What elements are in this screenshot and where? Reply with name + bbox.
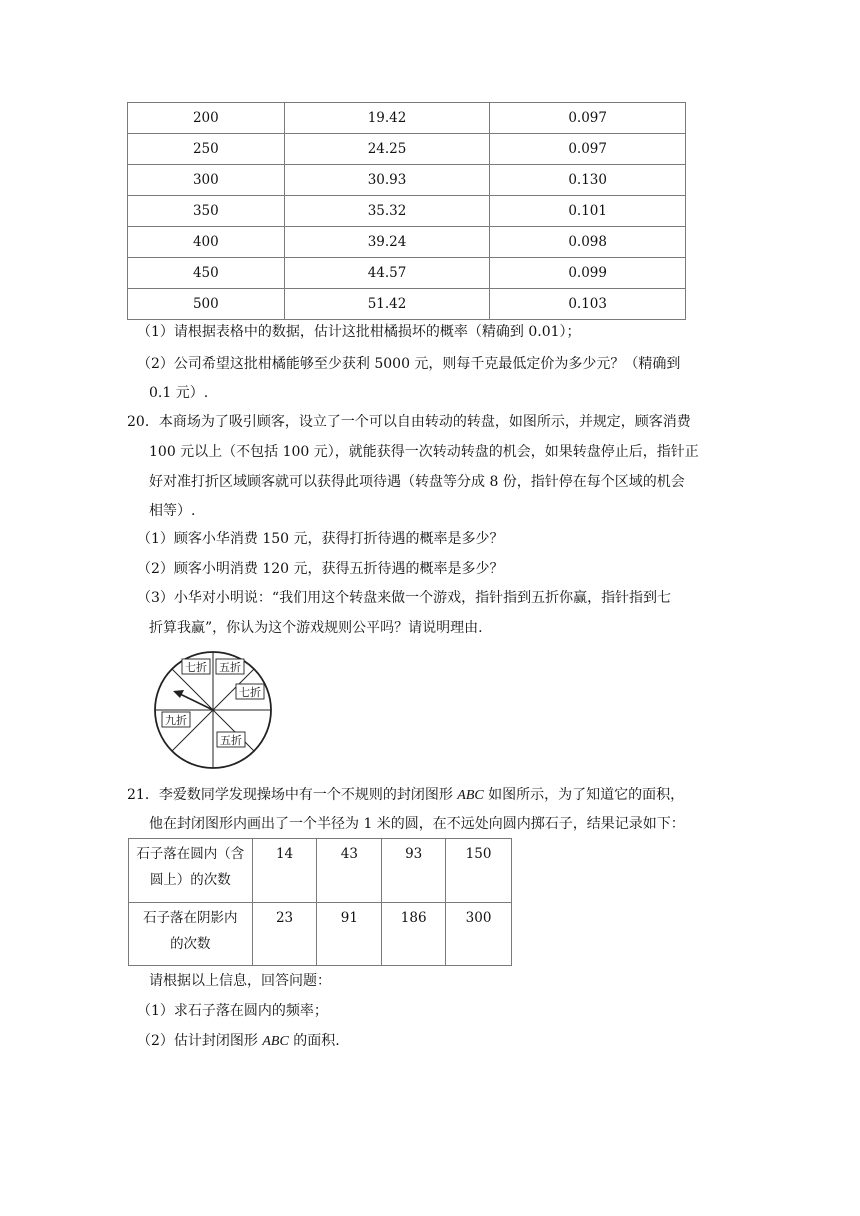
spinner-wheel-figure [148,648,278,776]
table-cell: 0.098 [490,227,686,258]
q21-prompt: 请根据以上信息，回答问题： [149,973,331,989]
q21-sub1: （1）求石子落在圆内的频率； [137,1003,328,1019]
table-cell: 39.24 [284,227,490,258]
q21-sub2-text-a: （2）估计封闭图形 [137,1033,263,1049]
table-cell: 500 [128,289,285,320]
table-cell: 200 [128,103,285,134]
q20-line1: 20．本商场为了吸引顾客，设立了一个可以自由转动的转盘，如图所示，并规定，顾客消费 [127,414,691,430]
q21-sub2-text-b: 的面积. [288,1033,340,1049]
table-cell: 30.93 [284,165,490,196]
table-row [128,227,686,258]
q21-line1-abc: ABC [457,788,484,803]
q20-line3: 好对准打折区域顾客就可以获得此项待遇（转盘等分成 8 份，指针停在每个区域的机会 [149,474,685,490]
q20-line4: 相等）. [149,503,196,519]
table-row [129,839,512,903]
q19-sub2-line2: 0.1 元）. [149,385,209,401]
table-cell: 0.103 [490,289,686,320]
table-row [128,258,686,289]
table-row [128,103,686,134]
table-cell: 250 [128,134,285,165]
table-cell: 51.42 [284,289,490,320]
table-cell: 24.25 [284,134,490,165]
table-row [128,289,686,320]
data-table-oranges [127,102,686,320]
q20-sub3-line2: 折算我赢”，你认为这个游戏规则公平吗？请说明理由. [149,620,483,636]
table-cell: 300 [128,165,285,196]
q21-line2: 他在封闭图形内画出了一个半径为 1 米的圆，在不远处向圆内掷石子，结果记录如下： [149,816,685,832]
table-cell: 0.099 [490,258,686,289]
table-cell: 186 [382,903,446,966]
wheel-label-wuzhe-top: 五折 [219,661,241,674]
table-cell: 43 [317,839,382,903]
table-cell: 23 [252,903,317,966]
row-header-text: 石子落在圆内（含 [136,846,245,862]
wheel-label-qizhe-top: 七折 [185,661,207,674]
q21-sub2 [137,1030,340,1050]
table-cell: 44.57 [284,258,490,289]
table-cell: 93 [382,839,446,903]
table-row [129,903,512,966]
q20-line2: 100 元以上（不包括 100 元），就能获得一次转动转盘的机会，如果转盘停止后，指针正 [149,444,699,460]
table-cell: 0.097 [490,134,686,165]
table-cell: 14 [252,839,317,903]
q19-sub2-line1: （2）公司希望这批柑橘能够至少获利 5000 元，则每千克最低定价为多少元？（精确到 [137,356,681,372]
table-row [128,134,686,165]
table-cell: 150 [446,839,512,903]
q21-sub2-abc: ABC [262,1034,289,1049]
wheel-label-wuzhe-bottom: 五折 [220,734,242,747]
wheel-label-qizhe-right: 七折 [239,686,261,699]
row-header-text: 石子落在阴影内 [143,910,238,926]
row-header-circle [129,839,253,903]
row-header-shadow [129,903,253,966]
q21-line1-text-b: 如图所示，为了知道它的面积， [483,787,685,803]
q19-sub1: （1）请根据表格中的数据，估计这批柑橘损坏的概率（精确到 0.01）； [137,324,581,340]
q20-sub1: （1）顾客小华消费 150 元，获得打折待遇的概率是多少？ [137,531,504,547]
row-header-text: 的次数 [170,936,211,952]
table-cell: 91 [317,903,382,966]
table-cell: 300 [446,903,512,966]
q20-sub2: （2）顾客小明消费 120 元，获得五折待遇的概率是多少？ [137,561,504,577]
data-table-stones [128,838,512,966]
table-cell: 0.097 [490,103,686,134]
table-cell: 450 [128,258,285,289]
table-cell: 0.101 [490,196,686,227]
table-cell: 35.32 [284,196,490,227]
table-row [128,196,686,227]
q20-sub3-line1: （3）小华对小明说：“我们用这个转盘来做一个游戏，指针指到五折你赢，指针指到七 [137,590,672,606]
table-cell: 19.42 [284,103,490,134]
table-row [128,165,686,196]
q21-line1-text-a: 21．李爱数同学发现操场中有一个不规则的封闭图形 [127,787,458,803]
q21-line1 [127,784,684,804]
wheel-label-jiuzhe: 九折 [165,714,187,727]
table-cell: 400 [128,227,285,258]
row-header-text: 圆上）的次数 [149,872,231,888]
table-cell: 350 [128,196,285,227]
table-cell: 0.130 [490,165,686,196]
